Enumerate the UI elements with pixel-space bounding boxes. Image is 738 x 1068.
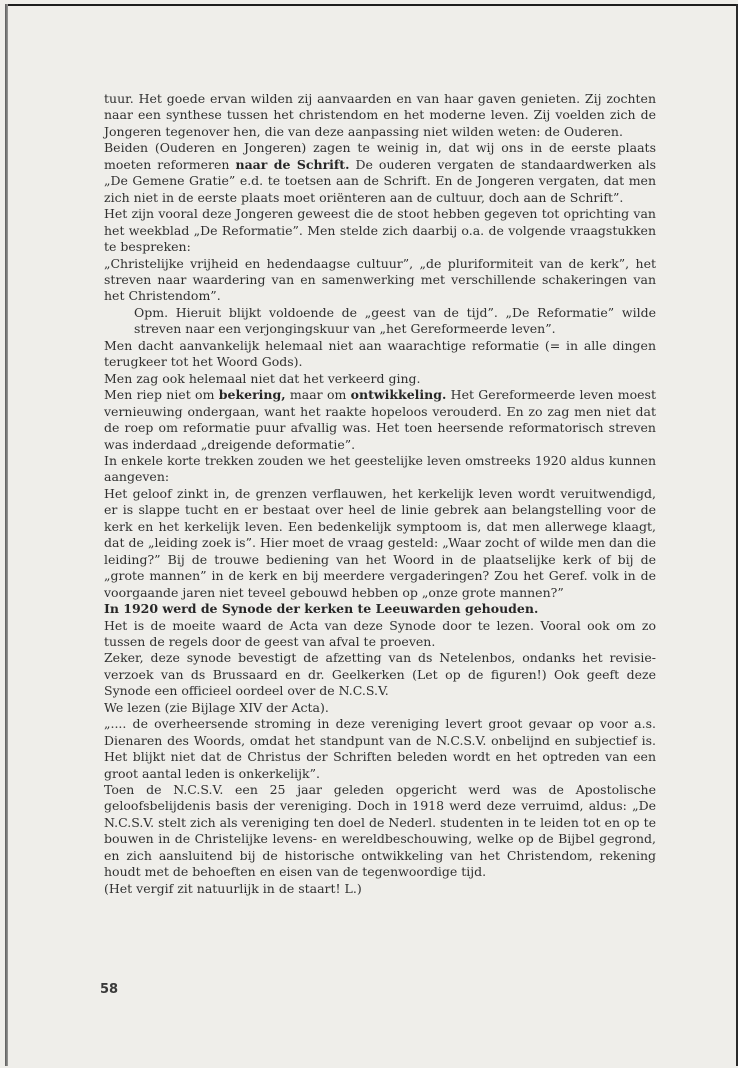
paragraph: „Christelijke vrijheid en hedendaagse cultuur”, „de pluriformiteit van de kerk”, het streven naar waardering van en samenwerking met verschillende schakeringen van het Christendom”.: [104, 255, 656, 304]
paragraph: tuur. Het goede ervan wilden zij aanvaarden en van haar gaven genieten. Zij zochten naar een synthese tussen het christendom en het moderne leven. Zij voelden zich de Jongeren tegenover hen, die van deze aanpassing niet wilden weten: de Ouderen.: [104, 91, 656, 139]
bold-phrase: ontwikkeling.: [350, 387, 447, 403]
paragraph: Zeker, deze synode bevestigt de afzetting van ds Netelenbos, ondanks het revisie-verzoek van ds Brussaard en dr. Geelkerken (Let op de figuren!) Ook geeft deze Synode een officieel oordeel over de N.C.S.V.: [104, 650, 656, 699]
paragraph: Toen de N.C.S.V. een 25 jaar geleden opgericht werd was de Apostolische geloofsbelijdenis basis der vereniging. Doch in 1918 werd deze verruimd, aldus: „De N.C.S.V. stelt zich als vereniging ten doel de Nederl. studenten in te leiden tot en op te bouwen in de Christelijke levens- en wereldbeschouwing, welke op de Bijbel gegrond, en zich aansluitend bij de historische ontwikkeling van het Christendom, rekening houdt met de behoeften en eisen van de tegenwoordige tijd.: [104, 782, 656, 880]
scan-top-edge: [6, 4, 736, 6]
section-heading: In 1920 werd de Synode der kerken te Leeuwarden gehouden.: [104, 601, 539, 617]
paragraph: Men zag ook helemaal niet dat het verkeerd ging.: [104, 370, 421, 386]
bold-phrase: naar de Schrift.: [235, 156, 350, 172]
paragraph: In enkele korte trekken zouden we het geestelijke leven omstreeks 1920 aldus kunnen aangeven:: [104, 452, 656, 485]
paragraph: Het geloof zinkt in, de grenzen verflauwen, het kerkelijk leven wordt veruitwendigd, er is slappe tucht en er bestaat over heel de linie gebrek aan belangstelling voor de kerk en het kerkelijk leven. Een bedenkelijk symptoom is, dat men allerwege klaagt, dat de „leiding zoek is”. Hier moet de vraag gesteld: „Waar zocht of wilde men dan die leiding?” Bij de trouwe bediening van het Woord in de plaatselijke kerk of bij de „grote mannen” in de kerk en bij meerdere vergaderingen? Zou het Geref. volk in de voorgaande jaren niet teveel gebouwd hebben op „onze grote mannen?”: [104, 485, 656, 600]
scan-left-edge: [5, 4, 8, 1066]
page-text: [104, 91, 656, 897]
paragraph: Het is de moeite waard de Acta van deze Synode door te lezen. Vooral ook om zo tussen de regels door de geest van afval te proeven.: [104, 617, 656, 649]
paragraph: Het zijn vooral deze Jongeren geweest die de stoot hebben gegeven tot oprichting van het weekblad „De Reformatie”. Men stelde zich daarbij o.a. de volgende vraagstukken te bespreken:: [104, 206, 656, 255]
paragraph: (Het vergif zit natuurlijk in de staart! L.): [104, 880, 362, 896]
paragraph: Men dacht aanvankelijk helemaal niet aan waarachtige reformatie (= in alle dingen terugkeer tot het Woord Gods).: [104, 337, 656, 370]
page-number: 58: [100, 982, 119, 997]
remark-paragraph: Opm. Hieruit blijkt voldoende de „geest van de tijd”. „De Reformatie” wilde streven naar een verjongingskuur van „het Gereformeerde leven”.: [134, 304, 656, 337]
paragraph: Beiden (Ouderen en Jongeren) zagen te weinig in, dat wij ons in de eerste plaats moeten reformeren naar de Schrift. De ouderen vergaten de standaardwerken als „De Gemene Gratie” e.d. te toetsen aan de Schrift. En de Jongeren vergaten, dat men zich niet in de eerste plaats moet oriënteren aan de cultuur, doch aan de Schrift”.: [104, 140, 656, 205]
quote-paragraph: „.... de overheersende stroming in deze vereniging levert groot gevaar op voor a.s. Dienaren des Woords, omdat het standpunt van de N.C.S.V. onbelijnd en subjectief is. Het blijkt niet dat de Christus der Schriften beleden wordt en het optreden van een groot aantal leden is onkerkelijk”.: [104, 716, 656, 781]
paragraph: Men riep niet om bekering, maar om ontwikkeling. Het Gereformeerde leven moest vernieuwing ondergaan, want het raakte hopeloos verouderd. En zo zag men niet dat de roep om reformatie puur afvallig was. Het toen heersende reformatorisch streven was inderdaad „dreigende deformatie”.: [104, 387, 656, 452]
bold-phrase: bekering,: [218, 387, 286, 403]
paragraph: We lezen (zie Bijlage XIV der Acta).: [104, 699, 329, 715]
